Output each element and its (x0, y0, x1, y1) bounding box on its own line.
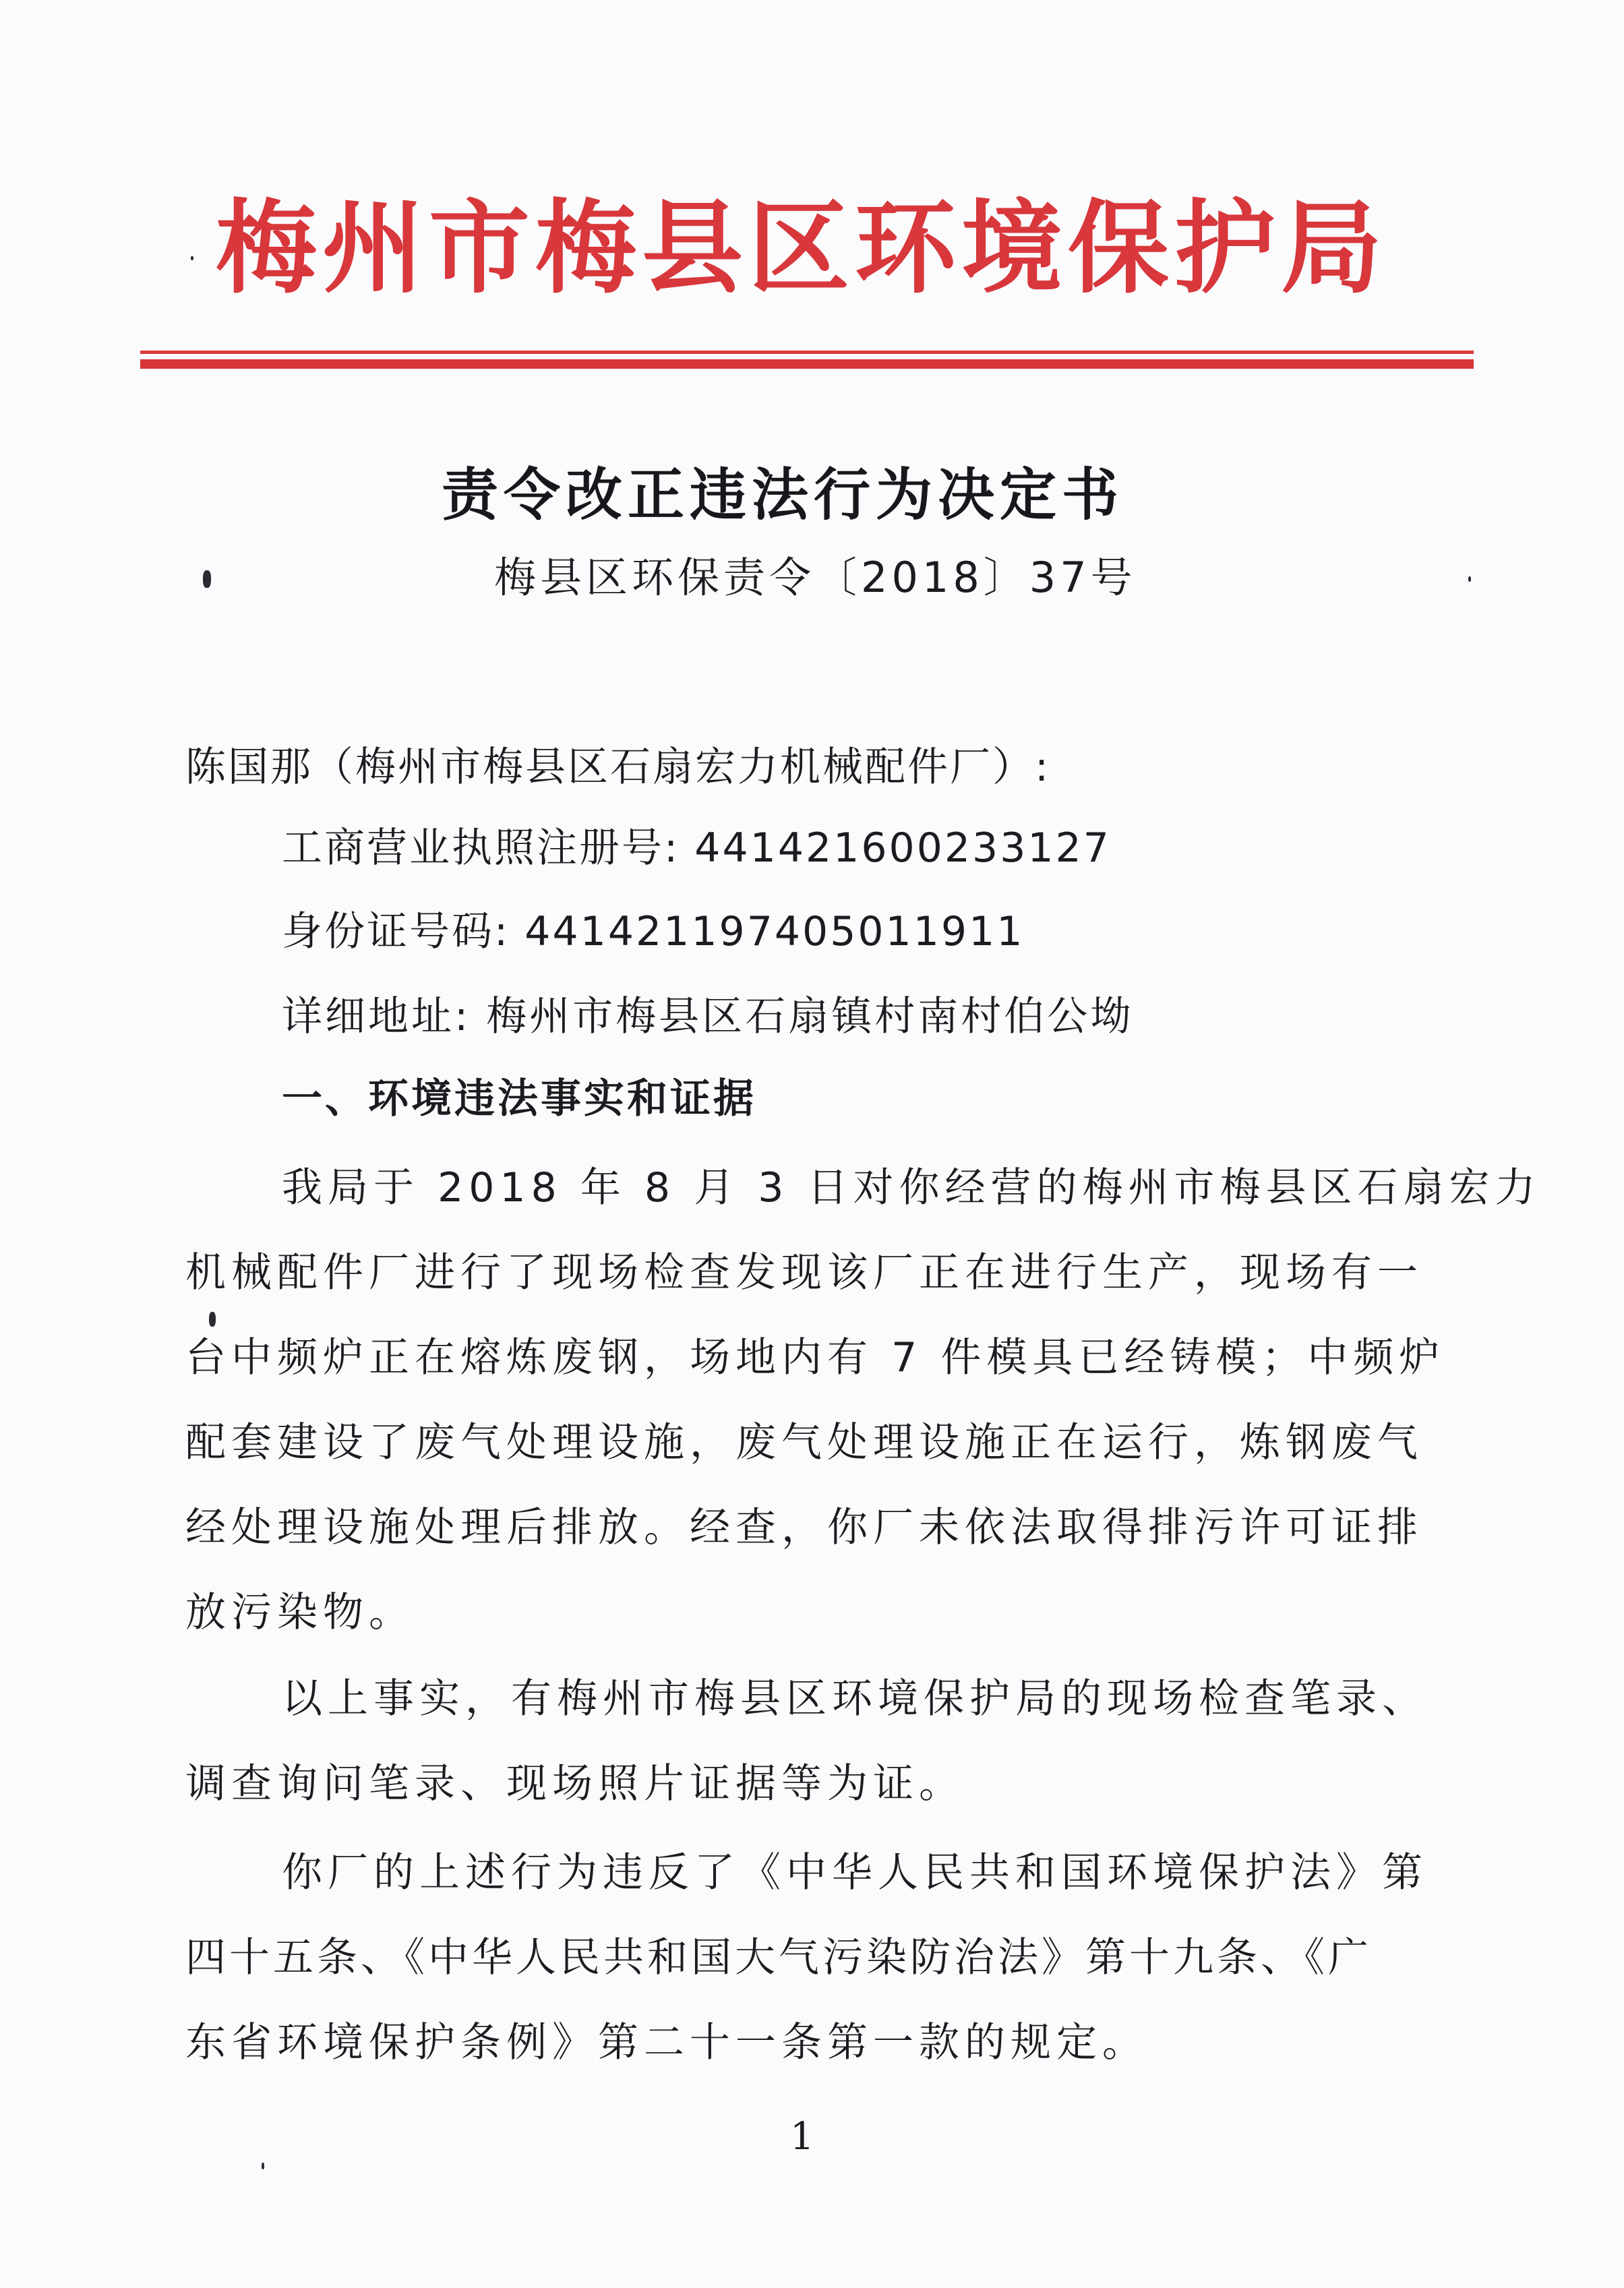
id-number-label: 身份证号码: (282, 908, 510, 955)
scan-speck (209, 1312, 216, 1327)
address-label: 详细地址: (282, 993, 471, 1040)
paragraph-line: 配套建设了废气处理设施，废气处理设施正在运行，炼钢废气 (185, 1419, 1423, 1466)
business-license-label: 工商营业执照注册号: (282, 824, 680, 872)
business-license-value: 441421600233127 (694, 824, 1111, 872)
paragraph-line: 机械配件厂进行了现场检查发现该厂正在进行生产，现场有一 (185, 1249, 1423, 1296)
paragraph-line: 我局于 2018 年 8 月 3 日对你经营的梅州市梅县区石扇宏力 (282, 1164, 1541, 1211)
recipient-line: 陈国那（梅州市梅县区石扇宏力机械配件厂）: (185, 744, 1051, 791)
scan-speck (191, 256, 193, 260)
paragraph-line: 四十五条、《中华人民共和国大气污染防治法》第十九条、《广 (185, 1934, 1372, 1981)
scan-speck (262, 2163, 264, 2169)
address-value: 梅州市梅县区石扇镇村南村伯公坳 (486, 993, 1134, 1040)
paragraph-line: 放污染物。 (185, 1589, 415, 1636)
id-number-row (282, 905, 1024, 959)
letterhead-rule-thick (140, 359, 1474, 369)
document-number: 梅县区环保责令〔2018〕37号 (494, 553, 1137, 602)
scan-speck (203, 570, 211, 588)
scan-speck (1468, 576, 1471, 582)
document-title: 责令改正违法行为决定书 (442, 462, 1124, 528)
paragraph-line: 调查询问笔录、现场照片证据等为证。 (185, 1760, 965, 1807)
letterhead-rule-thin (140, 351, 1474, 354)
paragraph-line: 东省环境保护条例》第二十一条第一款的规定。 (185, 2019, 1148, 2066)
id-number-value: 441421197405011911 (524, 908, 1025, 955)
business-license-row (282, 821, 1111, 875)
paragraph-line: 你厂的上述行为违反了《中华人民共和国环境保护法》第 (282, 1849, 1428, 1896)
page-number: 1 (790, 2115, 814, 2159)
paragraph-line: 台中频炉正在熔炼废钢，场地内有 7 件模具已经铸模；中频炉 (185, 1334, 1445, 1381)
letterhead-agency-name: 梅州市梅县区环境保护局 (216, 189, 1388, 307)
paragraph-line: 经处理设施处理后排放。经查，你厂未依法取得排污许可证排 (185, 1504, 1423, 1551)
section-heading-violation-facts: 一、环境违法事实和证据 (282, 1075, 756, 1122)
address-row (282, 990, 1133, 1044)
paragraph-line: 以上事实，有梅州市梅县区环境保护局的现场检查笔录、 (282, 1675, 1428, 1722)
